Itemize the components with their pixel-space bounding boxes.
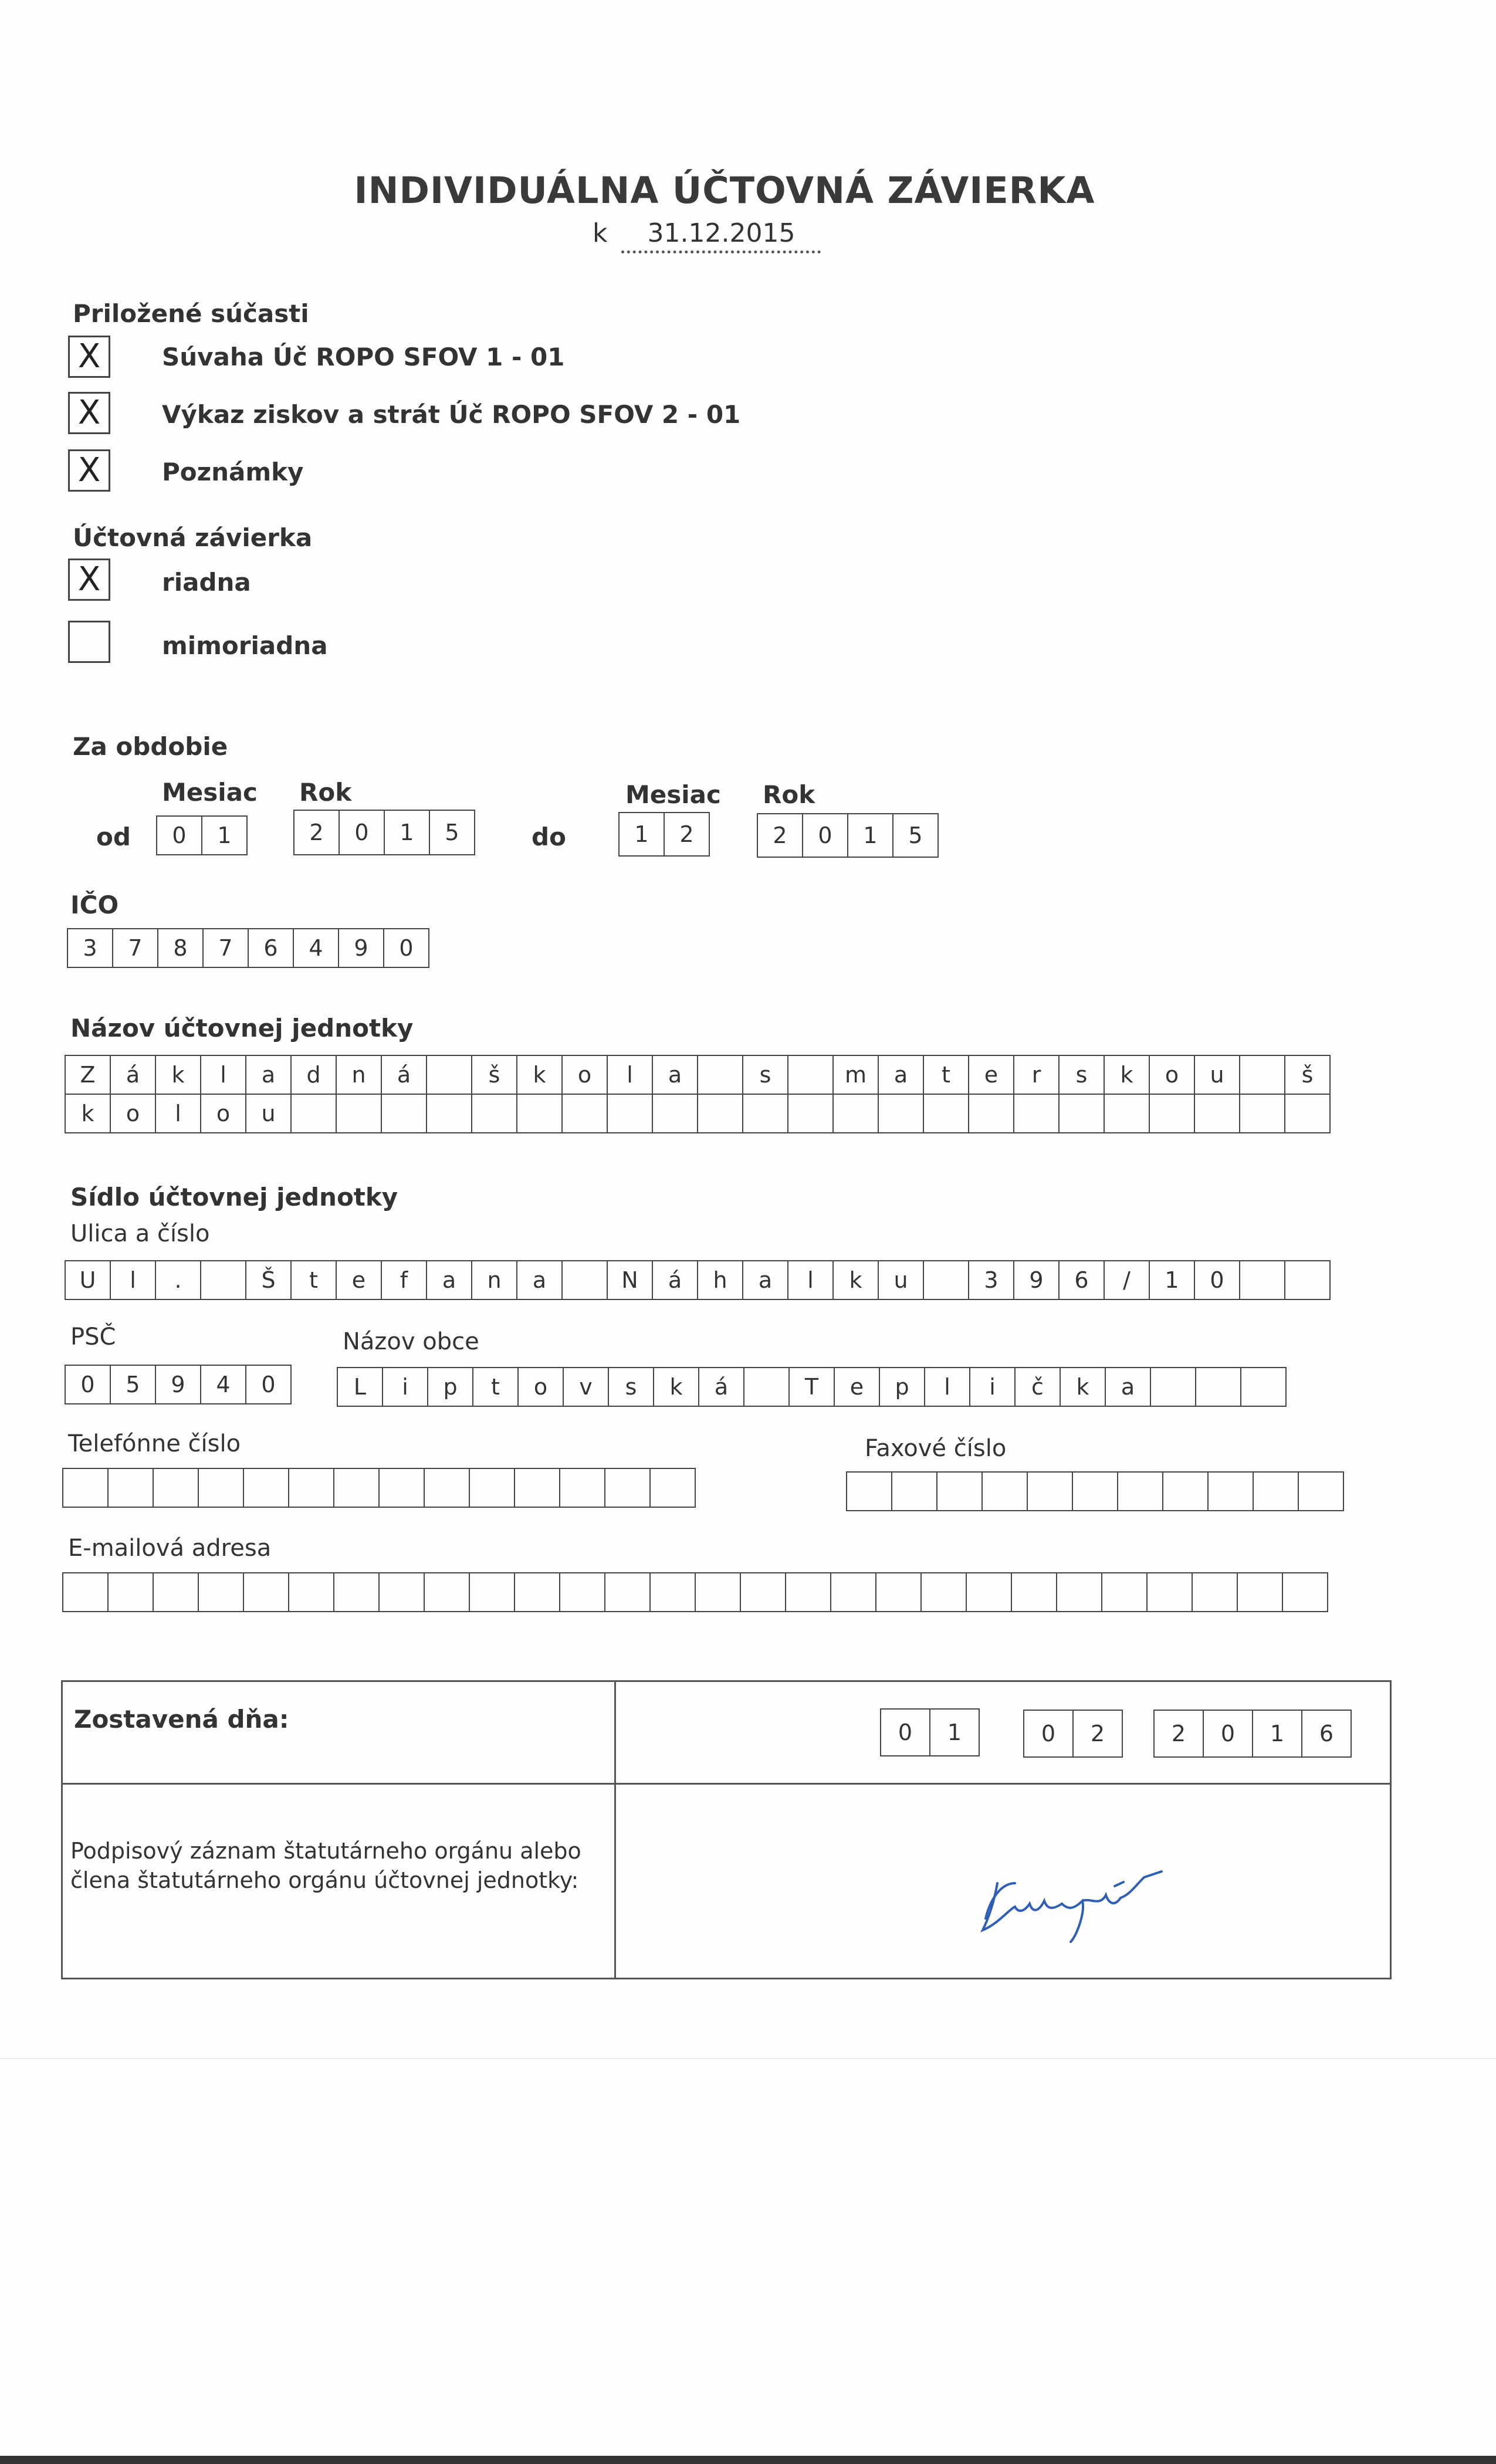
entity-name-char[interactable]: o — [110, 1094, 156, 1133]
entity-name-char[interactable] — [968, 1094, 1014, 1133]
street-char[interactable]: a — [742, 1260, 788, 1300]
checkbox-regular[interactable]: X — [68, 559, 110, 601]
town-char[interactable] — [743, 1367, 790, 1407]
entity-name-char[interactable]: n — [336, 1055, 382, 1095]
page-scan-edge — [0, 2058, 1496, 2059]
label-income-statement: Výkaz ziskov a strát Úč ROPO SFOV 2 - 01 — [162, 400, 741, 429]
from-year-digit[interactable]: 1 — [384, 810, 430, 855]
phone-digit[interactable] — [243, 1468, 289, 1508]
phone-digit[interactable] — [469, 1468, 515, 1508]
email-char[interactable] — [604, 1572, 651, 1612]
email-char[interactable] — [243, 1572, 289, 1612]
fax-digit[interactable] — [981, 1471, 1028, 1511]
section-divider-vertical — [614, 1682, 616, 1978]
entity-name-field[interactable] — [65, 1055, 1331, 1133]
to-year-digit[interactable]: 2 — [757, 813, 803, 858]
entity-name-char[interactable] — [1104, 1094, 1150, 1133]
email-char[interactable] — [966, 1572, 1012, 1612]
entity-name-char[interactable]: m — [832, 1055, 879, 1095]
label-balance-sheet: Súvaha Úč ROPO SFOV 1 - 01 — [162, 343, 565, 371]
fax-digit[interactable] — [936, 1471, 983, 1511]
from-year-field[interactable] — [293, 810, 475, 855]
entity-name-char[interactable]: k — [155, 1055, 201, 1095]
psc-label: PSČ — [70, 1324, 116, 1351]
entity-name-char[interactable]: o — [561, 1055, 608, 1095]
to-year-digit[interactable]: 1 — [847, 813, 893, 858]
fax-digit[interactable] — [1162, 1471, 1209, 1511]
street-field[interactable] — [65, 1260, 1331, 1300]
entity-name-char[interactable]: r — [1013, 1055, 1060, 1095]
document-title: INDIVIDUÁLNA ÚČTOVNÁ ZÁVIERKA — [354, 169, 1095, 212]
street-char[interactable] — [200, 1260, 246, 1300]
entity-name-char[interactable]: u — [1194, 1055, 1240, 1095]
email-char[interactable] — [288, 1572, 334, 1612]
street-char[interactable] — [923, 1260, 969, 1300]
email-char[interactable] — [153, 1572, 199, 1612]
town-char[interactable] — [1240, 1367, 1287, 1407]
entity-name-char[interactable]: u — [245, 1094, 292, 1133]
date-prefix: k — [593, 218, 608, 248]
signature-label-line-2: člena štatutárneho orgánu účtovnej jednotky: — [70, 1867, 579, 1893]
ico-heading: IČO — [70, 891, 119, 919]
email-char[interactable] — [198, 1572, 244, 1612]
entity-name-char[interactable] — [697, 1094, 743, 1133]
entity-name-char[interactable] — [787, 1094, 834, 1133]
entity-name-char[interactable]: a — [245, 1055, 292, 1095]
entity-name-char[interactable] — [1239, 1094, 1285, 1133]
entity-name-char[interactable] — [516, 1094, 563, 1133]
email-char[interactable] — [559, 1572, 605, 1612]
entity-name-char[interactable] — [1284, 1094, 1331, 1133]
town-char[interactable] — [1195, 1367, 1241, 1407]
compiled-year-digit[interactable]: 6 — [1301, 1710, 1352, 1758]
from-month-field[interactable] — [156, 815, 248, 855]
entity-name-row-2[interactable] — [65, 1095, 1331, 1133]
statement-date: 31.12.2015 — [621, 218, 821, 253]
email-char[interactable] — [649, 1572, 696, 1612]
email-char[interactable] — [740, 1572, 786, 1612]
street-char[interactable]: / — [1104, 1260, 1150, 1300]
compiled-year-digit[interactable]: 0 — [1203, 1710, 1253, 1758]
psc-digit[interactable]: 4 — [200, 1365, 246, 1404]
town-char[interactable]: i — [382, 1367, 428, 1407]
entity-name-char[interactable] — [832, 1094, 879, 1133]
street-char[interactable]: t — [290, 1260, 337, 1300]
checkbox-notes[interactable]: X — [68, 449, 110, 492]
to-month-digit[interactable]: 2 — [664, 812, 710, 857]
entity-name-char[interactable] — [1013, 1094, 1060, 1133]
signature-label-line-1: Podpisový záznam štatutárneho orgánu alebo — [70, 1838, 581, 1864]
entity-name-char[interactable]: l — [200, 1055, 246, 1095]
fax-digit[interactable] — [1253, 1471, 1299, 1511]
email-char[interactable] — [830, 1572, 876, 1612]
period-heading: Za obdobie — [73, 732, 228, 761]
phone-digit[interactable] — [559, 1468, 605, 1508]
fax-field[interactable] — [846, 1471, 1344, 1511]
attached-parts-heading: Priložené súčasti — [73, 299, 309, 328]
street-char[interactable]: u — [878, 1260, 924, 1300]
entity-name-char[interactable]: a — [878, 1055, 924, 1095]
fax-digit[interactable] — [1207, 1471, 1254, 1511]
entity-name-char[interactable] — [1194, 1094, 1240, 1133]
fax-digit[interactable] — [891, 1471, 937, 1511]
entity-name-char[interactable] — [787, 1055, 834, 1095]
entity-name-char[interactable] — [923, 1094, 969, 1133]
entity-name-char[interactable]: š — [471, 1055, 517, 1095]
town-field[interactable] — [337, 1367, 1287, 1407]
email-char[interactable] — [378, 1572, 425, 1612]
street-char[interactable]: 9 — [1013, 1260, 1060, 1300]
street-char[interactable]: 1 — [1149, 1260, 1195, 1300]
signature-stroke — [983, 1871, 1162, 1942]
entity-name-char[interactable] — [561, 1094, 608, 1133]
email-char[interactable] — [695, 1572, 741, 1612]
street-char[interactable]: 6 — [1058, 1260, 1105, 1300]
email-char[interactable] — [107, 1572, 154, 1612]
entity-name-char[interactable]: k — [516, 1055, 563, 1095]
statement-date-row — [593, 218, 821, 253]
compiled-year-field[interactable] — [1153, 1710, 1352, 1758]
street-char[interactable] — [1239, 1260, 1285, 1300]
checkbox-extraordinary[interactable] — [68, 621, 110, 663]
compiled-year-digit[interactable]: 2 — [1153, 1710, 1204, 1758]
psc-digit[interactable]: 0 — [65, 1365, 111, 1404]
street-char[interactable]: h — [697, 1260, 743, 1300]
from-month-digit[interactable]: 0 — [156, 815, 202, 855]
phone-digit[interactable] — [153, 1468, 199, 1508]
town-label: Názov obce — [343, 1328, 479, 1355]
email-char[interactable] — [1056, 1572, 1102, 1612]
to-label: do — [532, 823, 566, 851]
town-char[interactable]: L — [337, 1367, 383, 1407]
entity-name-char[interactable]: o — [200, 1094, 246, 1133]
email-char[interactable] — [514, 1572, 560, 1612]
compiled-month-digit[interactable]: 0 — [1023, 1710, 1074, 1758]
town-char[interactable] — [1150, 1367, 1196, 1407]
street-char[interactable]: e — [336, 1260, 382, 1300]
address-heading: Sídlo účtovnej jednotky — [70, 1183, 398, 1211]
entity-name-char[interactable] — [607, 1094, 653, 1133]
street-char[interactable]: l — [787, 1260, 834, 1300]
town-char[interactable]: v — [563, 1367, 609, 1407]
phone-digit[interactable] — [198, 1468, 244, 1508]
town-char[interactable]: á — [698, 1367, 744, 1407]
town-char[interactable]: k — [653, 1367, 699, 1407]
psc-digit[interactable]: 9 — [155, 1365, 201, 1404]
street-char[interactable]: á — [652, 1260, 698, 1300]
from-year-digit[interactable]: 2 — [293, 810, 340, 855]
compiled-month-digit[interactable]: 2 — [1072, 1710, 1123, 1758]
email-char[interactable] — [1192, 1572, 1238, 1612]
statement-type-heading: Účtovná závierka — [73, 523, 313, 552]
entity-name-char[interactable]: k — [1104, 1055, 1150, 1095]
town-char[interactable]: i — [969, 1367, 1016, 1407]
street-char[interactable]: f — [381, 1260, 427, 1300]
ico-digit[interactable]: 0 — [383, 928, 429, 968]
phone-digit[interactable] — [649, 1468, 696, 1508]
entity-name-char[interactable]: Z — [65, 1055, 111, 1095]
phone-digit[interactable] — [288, 1468, 334, 1508]
label-notes: Poznámky — [162, 458, 304, 486]
entity-name-char[interactable] — [1058, 1094, 1105, 1133]
to-year-field[interactable] — [757, 813, 939, 858]
street-char[interactable]: k — [832, 1260, 879, 1300]
from-month-label: Mesiac — [162, 778, 258, 807]
from-label: od — [96, 823, 131, 851]
from-month-digit[interactable]: 1 — [201, 815, 248, 855]
compiled-date-label: Zostavená dňa: — [74, 1705, 289, 1734]
town-char[interactable]: p — [879, 1367, 925, 1407]
to-month-digit[interactable]: 1 — [618, 812, 665, 857]
entity-name-char[interactable]: o — [1149, 1055, 1195, 1095]
street-char[interactable]: N — [607, 1260, 653, 1300]
phone-digit[interactable] — [107, 1468, 154, 1508]
town-char[interactable]: l — [924, 1367, 970, 1407]
phone-digit[interactable] — [378, 1468, 425, 1508]
ico-field[interactable] — [67, 928, 429, 968]
entity-name-char[interactable]: s — [1058, 1055, 1105, 1095]
email-char[interactable] — [1237, 1572, 1283, 1612]
entity-name-char[interactable]: k — [65, 1094, 111, 1133]
entity-name-char[interactable]: l — [607, 1055, 653, 1095]
town-char[interactable]: k — [1060, 1367, 1106, 1407]
checkbox-balance-sheet[interactable]: X — [68, 336, 110, 378]
email-char[interactable] — [1146, 1572, 1193, 1612]
handwritten-signature — [974, 1854, 1209, 1948]
street-char[interactable]: . — [155, 1260, 201, 1300]
to-month-label: Mesiac — [625, 780, 721, 809]
entity-name-char[interactable]: e — [968, 1055, 1014, 1095]
entity-name-char[interactable] — [652, 1094, 698, 1133]
email-char[interactable] — [62, 1572, 109, 1612]
email-field[interactable] — [62, 1572, 1328, 1612]
entity-name-char[interactable]: t — [923, 1055, 969, 1095]
from-year-digit[interactable]: 0 — [339, 810, 385, 855]
email-char[interactable] — [469, 1572, 515, 1612]
entity-name-char[interactable] — [742, 1094, 788, 1133]
ico-digit[interactable]: 7 — [202, 928, 249, 968]
street-char[interactable] — [561, 1260, 608, 1300]
entity-name-char[interactable]: á — [381, 1055, 427, 1095]
town-char[interactable]: a — [1105, 1367, 1151, 1407]
street-char[interactable]: U — [65, 1260, 111, 1300]
compiled-month-field[interactable] — [1023, 1710, 1123, 1758]
street-char[interactable]: l — [110, 1260, 156, 1300]
entity-name-char[interactable] — [878, 1094, 924, 1133]
street-char[interactable]: a — [516, 1260, 563, 1300]
fax-digit[interactable] — [1072, 1471, 1118, 1511]
entity-name-char[interactable] — [697, 1055, 743, 1095]
town-char[interactable]: o — [517, 1367, 564, 1407]
town-char[interactable]: T — [788, 1367, 835, 1407]
from-year-label: Rok — [299, 778, 352, 807]
phone-digit[interactable] — [514, 1468, 560, 1508]
entity-name-char[interactable]: d — [290, 1055, 337, 1095]
entity-name-char[interactable] — [426, 1055, 472, 1095]
entity-name-char[interactable] — [1239, 1055, 1285, 1095]
entity-name-char[interactable] — [1149, 1094, 1195, 1133]
compiled-year-digit[interactable]: 1 — [1252, 1710, 1302, 1758]
fax-digit[interactable] — [1027, 1471, 1073, 1511]
entity-name-char[interactable] — [471, 1094, 517, 1133]
street-label: Ulica a číslo — [70, 1220, 210, 1247]
street-char[interactable]: 0 — [1194, 1260, 1240, 1300]
compiled-day-field[interactable] — [880, 1708, 980, 1756]
town-char[interactable]: č — [1014, 1367, 1061, 1407]
entity-name-heading: Názov účtovnej jednotky — [70, 1014, 414, 1043]
psc-digit[interactable]: 5 — [110, 1365, 156, 1404]
town-char[interactable]: p — [427, 1367, 473, 1407]
entity-name-char[interactable] — [290, 1094, 337, 1133]
phone-field[interactable] — [62, 1468, 696, 1508]
town-char[interactable]: e — [834, 1367, 880, 1407]
email-char[interactable] — [1011, 1572, 1057, 1612]
ico-digit[interactable]: 7 — [112, 928, 158, 968]
entity-name-char[interactable] — [336, 1094, 382, 1133]
ico-digit[interactable]: 6 — [248, 928, 294, 968]
entity-name-char[interactable]: á — [110, 1055, 156, 1095]
to-year-label: Rok — [763, 780, 815, 809]
scan-bottom-bar — [0, 2456, 1496, 2464]
checkbox-income-statement[interactable]: X — [68, 392, 110, 434]
compiled-day-digit[interactable]: 0 — [880, 1708, 930, 1756]
from-year-digit[interactable]: 5 — [429, 810, 475, 855]
compiled-day-digit[interactable]: 1 — [929, 1708, 980, 1756]
email-char[interactable] — [1282, 1572, 1328, 1612]
psc-field[interactable] — [65, 1365, 292, 1404]
entity-name-char[interactable] — [381, 1094, 427, 1133]
email-label: E-mailová adresa — [68, 1535, 272, 1562]
psc-digit[interactable]: 0 — [245, 1365, 292, 1404]
ico-digit[interactable]: 9 — [338, 928, 384, 968]
town-char[interactable]: t — [472, 1367, 519, 1407]
street-char[interactable]: Š — [245, 1260, 292, 1300]
email-char[interactable] — [333, 1572, 380, 1612]
entity-name-char[interactable]: l — [155, 1094, 201, 1133]
street-char[interactable]: 3 — [968, 1260, 1014, 1300]
label-regular: riadna — [162, 568, 251, 597]
entity-name-char[interactable]: š — [1284, 1055, 1331, 1095]
fax-digit[interactable] — [1117, 1471, 1163, 1511]
to-year-digit[interactable]: 0 — [802, 813, 848, 858]
entity-name-char[interactable]: s — [742, 1055, 788, 1095]
fax-label: Faxové číslo — [865, 1435, 1007, 1462]
street-char[interactable] — [1284, 1260, 1331, 1300]
email-char[interactable] — [785, 1572, 831, 1612]
fax-digit[interactable] — [1298, 1471, 1344, 1511]
street-char[interactable]: a — [426, 1260, 472, 1300]
to-month-field[interactable] — [618, 812, 710, 857]
fax-digit[interactable] — [846, 1471, 892, 1511]
town-char[interactable]: s — [608, 1367, 654, 1407]
section-divider-horizontal — [63, 1783, 1390, 1785]
signature-label — [70, 1836, 581, 1895]
phone-digit[interactable] — [62, 1468, 109, 1508]
ico-digit[interactable]: 4 — [293, 928, 339, 968]
to-year-digit[interactable]: 5 — [892, 813, 939, 858]
email-char[interactable] — [1101, 1572, 1148, 1612]
email-char[interactable] — [875, 1572, 922, 1612]
entity-name-row-1[interactable] — [65, 1055, 1331, 1095]
entity-name-char[interactable]: a — [652, 1055, 698, 1095]
phone-digit[interactable] — [424, 1468, 470, 1508]
ico-digit[interactable]: 8 — [157, 928, 204, 968]
entity-name-char[interactable] — [426, 1094, 472, 1133]
phone-label: Telefónne číslo — [68, 1430, 241, 1457]
ico-digit[interactable]: 3 — [67, 928, 113, 968]
phone-digit[interactable] — [333, 1468, 380, 1508]
label-extraordinary: mimoriadna — [162, 631, 328, 660]
email-char[interactable] — [424, 1572, 470, 1612]
email-char[interactable] — [920, 1572, 967, 1612]
street-char[interactable]: n — [471, 1260, 517, 1300]
phone-digit[interactable] — [604, 1468, 651, 1508]
